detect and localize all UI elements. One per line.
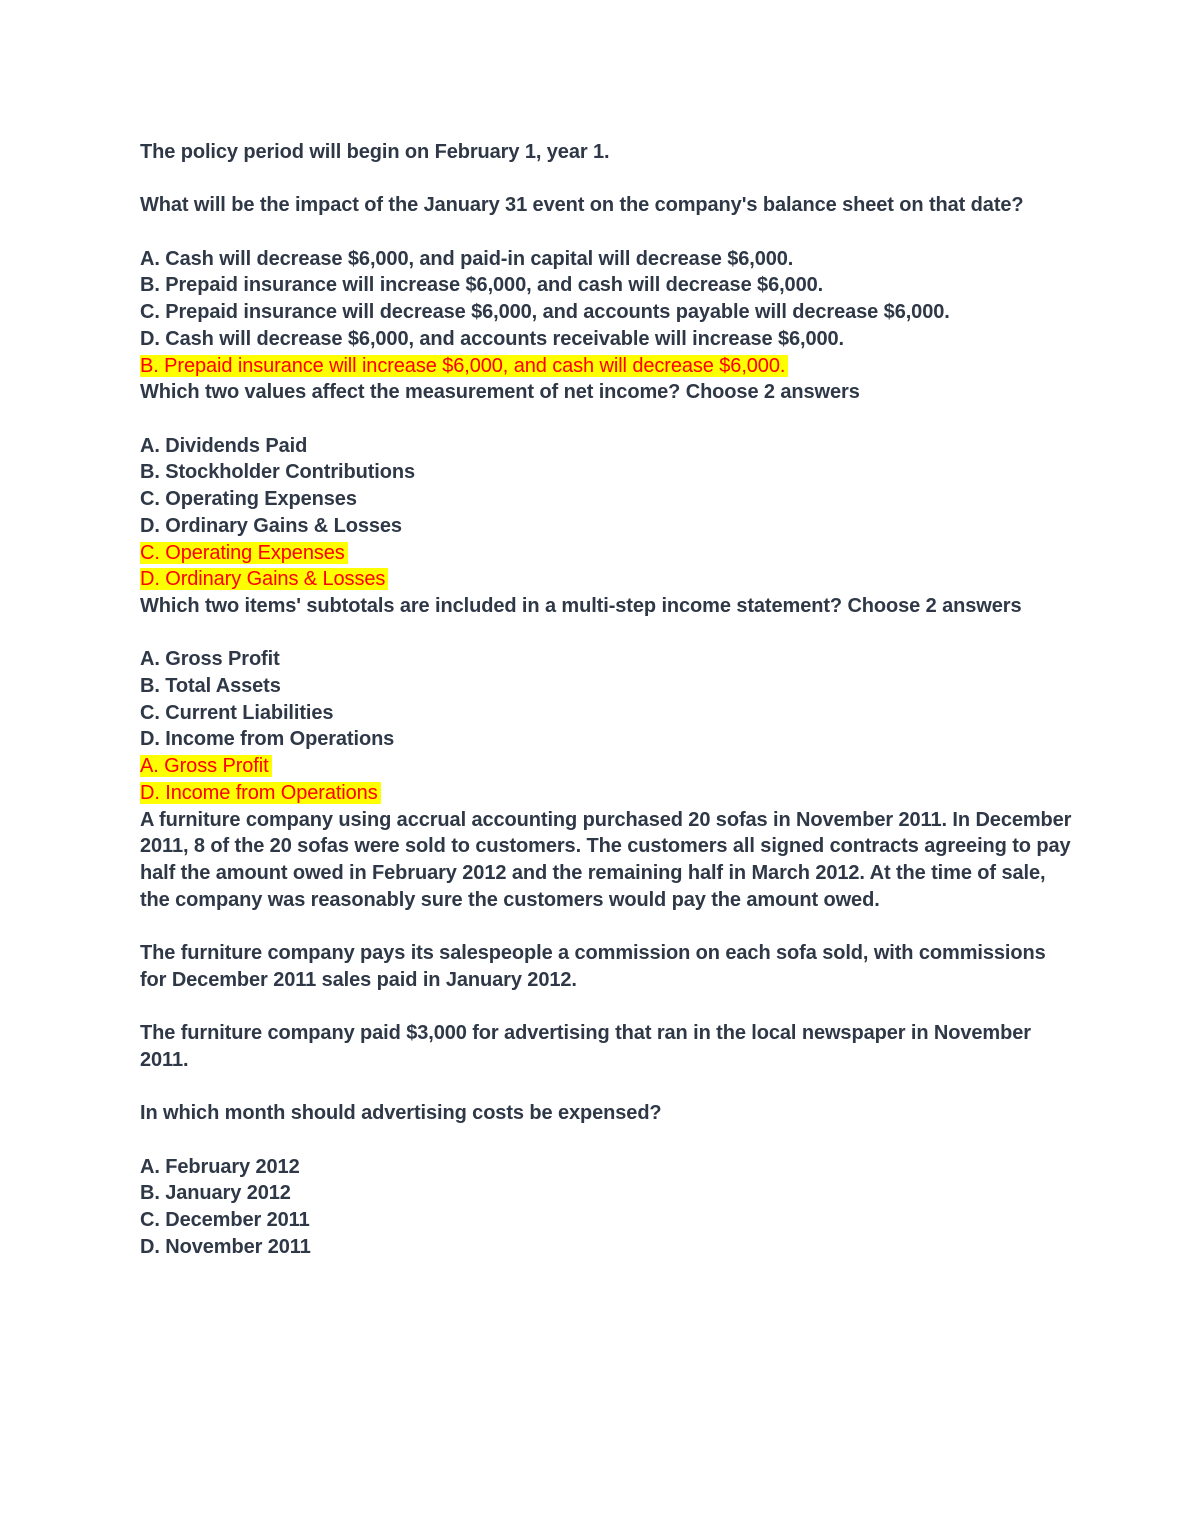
balance-sheet-options-and-answer <box>140 246 1075 406</box>
text-line <box>140 379 1075 406</box>
text-run: A. February 2012 <box>140 1155 300 1178</box>
highlighted-answer-line <box>140 566 1075 593</box>
text-run: A. Dividends Paid <box>140 434 308 457</box>
answer-highlight-run: C. Operating Expenses <box>140 542 348 564</box>
text-run: C. Operating Expenses <box>140 488 357 511</box>
text-run: C. December 2011 <box>140 1209 310 1231</box>
text-run: A. Cash will decrease $6,000, and paid-in capital will decrease $6,000. <box>140 247 794 270</box>
text-run: C. Current Liabilities <box>140 701 334 724</box>
text-run: D. Ordinary Gains & Losses <box>140 514 402 537</box>
text-line <box>140 139 1075 166</box>
text-line <box>140 1020 1075 1073</box>
text-line <box>140 459 1075 486</box>
text-run: A. Gross Profit <box>140 648 280 671</box>
text-line <box>140 486 1075 513</box>
text-line <box>140 593 1075 620</box>
answer-highlight-run: D. Ordinary Gains & Losses <box>140 568 388 590</box>
text-run: Which two values affect the measurement of net income? Choose 2 answers <box>140 381 860 404</box>
answer-highlight-run: B. Prepaid insurance will increase $6,000, and cash will decrease $6,000. <box>140 355 788 377</box>
text-line <box>140 326 1075 353</box>
text-line <box>140 726 1075 753</box>
text-line <box>140 940 1075 993</box>
text-line <box>140 1154 1075 1181</box>
answer-highlight-run: A. Gross Profit <box>140 755 272 777</box>
text-run: B. Prepaid insurance will increase $6,000, and cash will decrease $6,000. <box>140 274 824 297</box>
advertising-options <box>140 1154 1075 1261</box>
text-run: B. Stockholder Contributions <box>140 461 415 484</box>
text-line <box>140 246 1075 273</box>
text-run: D. Cash will decrease $6,000, and accounts receivable will increase $6,000. <box>140 327 845 350</box>
highlighted-answer-line <box>140 780 1075 807</box>
income-statement-options-answers-and-scenario <box>140 646 1075 913</box>
text-run: The furniture company paid $3,000 for advertising that ran in the local newspaper in November 2011. <box>140 1022 1031 1071</box>
advertising-question <box>140 1100 1075 1127</box>
text-line <box>140 1180 1075 1207</box>
text-run: D. Income from Operations <box>140 728 395 751</box>
text-run: The furniture company pays its salespeople a commission on each sofa sold, with commissions for December 2011 sales paid in January 2012. <box>140 942 1046 991</box>
text-run: Which two items' subtotals are included in a multi-step income statement? Choose 2 answers <box>140 594 1022 617</box>
text-run: C. Prepaid insurance will decrease $6,000, and accounts payable will decrease $6,000. <box>140 301 950 324</box>
highlighted-answer-line <box>140 353 1075 380</box>
balance-sheet-question <box>140 192 1075 219</box>
text-line <box>140 1100 1075 1127</box>
text-line <box>140 433 1075 460</box>
text-line <box>140 673 1075 700</box>
commission-note <box>140 940 1075 993</box>
text-line <box>140 1207 1075 1234</box>
policy-period-note <box>140 139 1075 166</box>
highlighted-answer-line <box>140 753 1075 780</box>
text-run: B. January 2012 <box>140 1182 291 1205</box>
text-line <box>140 513 1075 540</box>
text-run: In which month should advertising costs be expensed? <box>140 1102 662 1125</box>
answer-highlight-run: D. Income from Operations <box>140 782 381 804</box>
text-line <box>140 700 1075 727</box>
text-line <box>140 1234 1075 1261</box>
text-run: A furniture company using accrual accounting purchased 20 sofas in November 2011. In December 2011, 8 of the 20 sofas were sold to customers. The customers all signed contracts agreeing to pay half the amount owed in February 2012 and the remaining half in March 2012. At the time of sale, the company was reasonably sure the customers would pay the amount owed. <box>140 808 1072 911</box>
text-run: The policy period will begin on February 1, year 1. <box>140 141 610 163</box>
document-body <box>140 139 1075 1287</box>
advertising-note <box>140 1020 1075 1073</box>
highlighted-answer-line <box>140 540 1075 567</box>
text-line <box>140 646 1075 673</box>
text-line <box>140 807 1075 914</box>
text-line <box>140 299 1075 326</box>
text-run: What will be the impact of the January 31 event on the company's balance sheet on that date? <box>140 194 1024 217</box>
text-line <box>140 272 1075 299</box>
text-run: B. Total Assets <box>140 675 281 697</box>
text-line <box>140 192 1075 219</box>
net-income-options-and-answers <box>140 433 1075 620</box>
text-run: D. November 2011 <box>140 1235 311 1258</box>
